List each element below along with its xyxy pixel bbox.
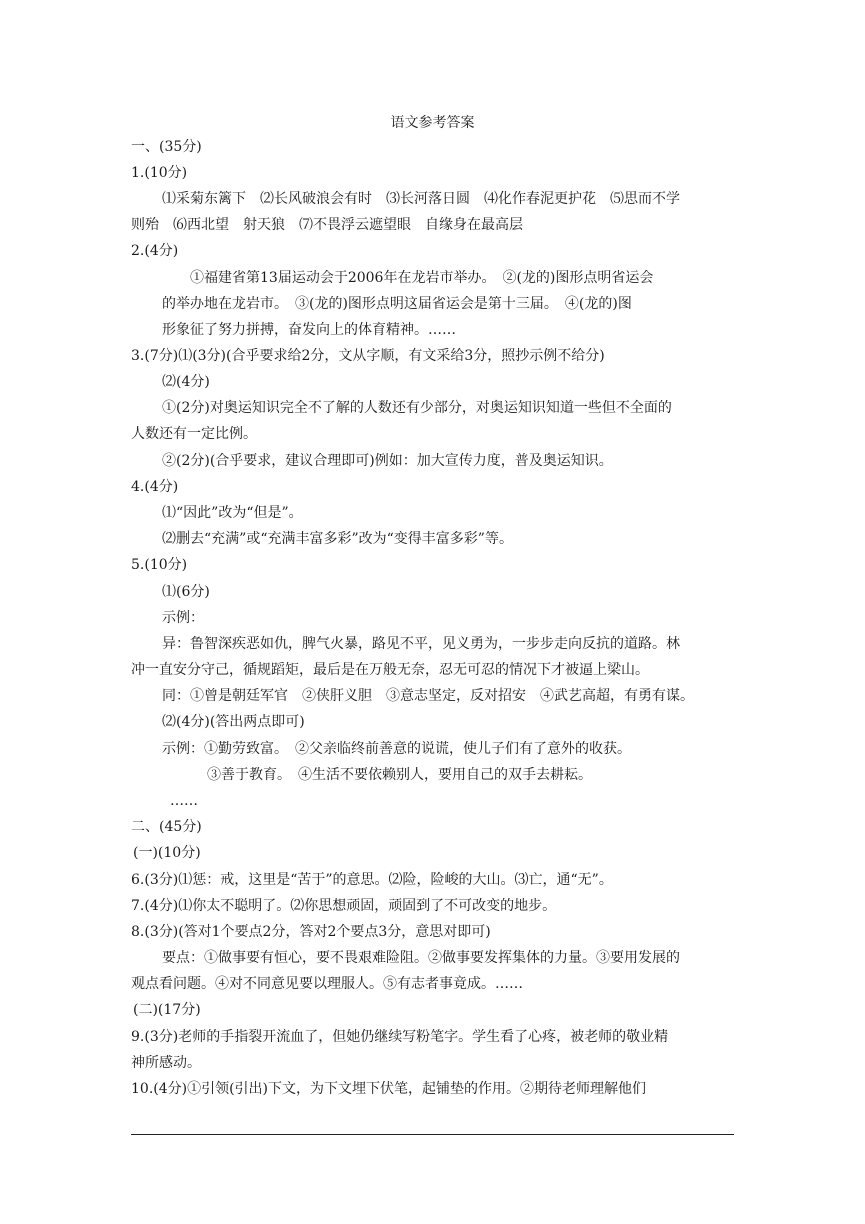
- answer-line: 异：鲁智深疾恶如仇，脾气火暴，路见不平，见义勇为，一步步走向反抗的道路。林: [162, 636, 680, 652]
- section-heading: 二、(45分): [131, 819, 202, 835]
- subsection-heading: (二)(17分): [133, 1002, 201, 1018]
- sub-question-heading: ⑵(4分)(答出两点即可): [162, 714, 305, 730]
- answer-line: 观点看问题。④对不同意见要以理服人。⑤有志者事竟成。……: [131, 976, 523, 992]
- ellipsis: ……: [170, 793, 198, 809]
- answer-line: ⑵删去“充满”或“充满丰富多彩”改为“变得丰富多彩”等。: [162, 531, 513, 547]
- sub-question-heading: ⑴(6分): [162, 584, 210, 600]
- answer-line: 7.(4分)⑴你太不聪明了。⑵你思想顽固，顽固到了不可改变的地步。: [131, 898, 557, 914]
- section-heading: 一、(35分): [131, 139, 202, 155]
- answer-line: 形象征了努力拼搏，奋发向上的体育精神。……: [162, 322, 456, 338]
- question-heading: 2.(4分): [131, 243, 179, 259]
- answer-line: ①(2分)对奥运知识完全不了解的人数还有少部分，对奥运知识知道一些但不全面的: [162, 400, 672, 416]
- answer-line: ⑴采菊东篱下 ⑵长风破浪会有时 ⑶长河落日圆 ⑷化作春泥更护花 ⑸思而不学: [162, 191, 680, 207]
- subsection-heading: (一)(10分): [133, 845, 201, 861]
- sub-question-heading: ⑵(4分): [162, 374, 210, 390]
- answer-line: 要点：①做事要有恒心，要不畏艰难险阻。②做事要发挥集体的力量。③要用发展的: [162, 950, 680, 966]
- question-heading: 5.(10分): [131, 557, 188, 573]
- answer-line: 8.(3分)(答对1个要点2分，答对2个要点3分，意思对即可): [131, 924, 491, 940]
- question-heading: 3.(7分)⑴(3分)(合乎要求给2分，文从字顺，有文采给3分，照抄示例不给分): [131, 348, 605, 364]
- answer-line: 人数还有一定比例。: [131, 426, 257, 442]
- footer-rule: [131, 1134, 734, 1135]
- answer-line: ⑴“因此”改为“但是”。: [162, 505, 303, 521]
- answer-line: 冲一直安分守己，循规蹈矩，最后是在万般无奈，忍无可忍的情况下才被逼上梁山。: [131, 662, 649, 678]
- question-heading: 4.(4分): [131, 479, 179, 495]
- page-title: 语文参考答案: [390, 115, 475, 131]
- answer-line: ②(2分)(合乎要求，建议合理即可)例如：加大宣传力度，普及奥运知识。: [162, 453, 613, 469]
- answer-line: ③善于教育。 ④生活不要依赖别人，要用自己的双手去耕耘。: [207, 767, 592, 783]
- answer-line: 6.(3分)⑴惩：戒，这里是“苦于”的意思。⑵险，险峻的大山。⑶亡，通“无”。: [131, 872, 613, 888]
- answer-line: 10.(4分)①引领(引出)下文，为下文埋下伏笔，起铺垫的作用。②期待老师理解他们: [131, 1081, 647, 1097]
- answer-line: 9.(3分)老师的手指裂开流血了，但她仍继续写粉笔字。学生看了心疼，被老师的敬业精: [131, 1029, 669, 1045]
- answer-line: 的举办地在龙岩市。 ③(龙的)图形点明这届省运会是第十三届。 ④(龙的)图: [162, 296, 632, 312]
- question-heading: 1.(10分): [131, 165, 188, 181]
- answer-line: ①福建省第13届运动会于2006年在龙岩市举办。 ②(龙的)图形点明省运会: [190, 270, 654, 286]
- answer-line: 示例：①勤劳致富。 ②父亲临终前善意的说谎，使儿子们有了意外的收获。: [162, 741, 631, 757]
- answer-line: 神所感动。: [131, 1055, 201, 1071]
- answer-line: 则殆 ⑹西北望 射天狼 ⑺不畏浮云遮望眼 自缘身在最高层: [131, 217, 523, 233]
- example-label: 示例：: [162, 610, 204, 626]
- answer-line: 同：①曾是朝廷军官 ②侠肝义胆 ③意志坚定，反对招安 ④武艺高超，有勇有谋。: [162, 688, 694, 704]
